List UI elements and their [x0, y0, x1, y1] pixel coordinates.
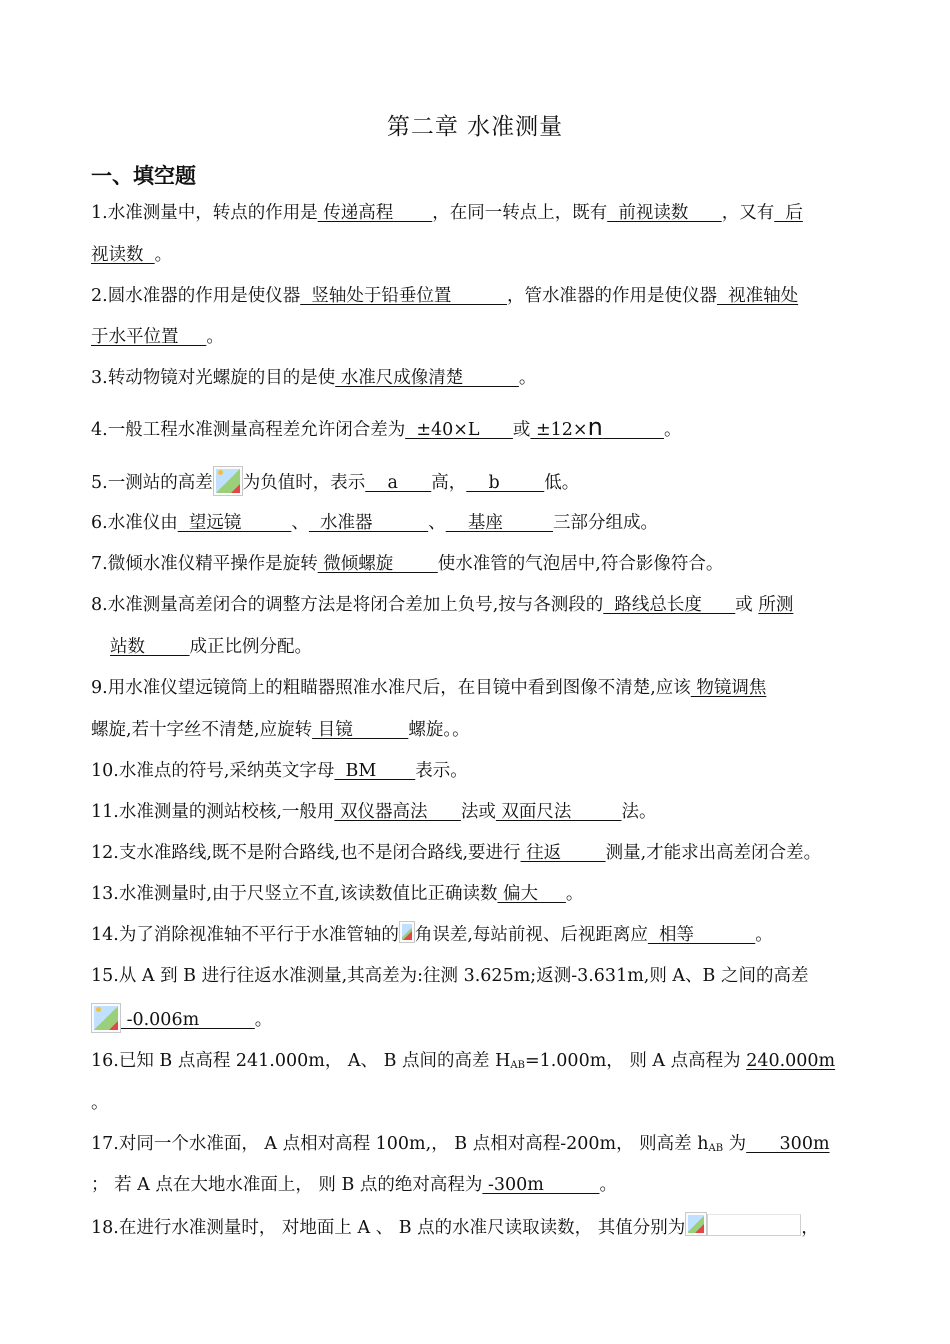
question-9-line-1: 9.用水准仪望远镜筒上的粗瞄器照准水准尺后，在目镜中看到图像不清楚,应该 物镜调焦: [91, 678, 767, 698]
answer-blank: 传递高程: [317, 203, 433, 223]
answer-blank: 双面尺法: [495, 802, 622, 822]
section-heading: 一、填空题: [91, 163, 196, 188]
question-2-line-1: 2.圆水准器的作用是使仪器 竖轴处于铅垂位置 ，管水准器的作用是使仪器 视准轴处: [91, 286, 799, 306]
answer-blank: 视读数: [91, 245, 155, 265]
answer-blank: ±12×n: [530, 413, 603, 441]
answer-blank: 微倾螺旋: [317, 554, 438, 574]
answer-blank: b: [466, 473, 545, 493]
answer-blank: 偏大: [497, 884, 566, 904]
question-2-line-2: 于水平位置 。: [91, 327, 224, 347]
answer-blank: 双仪器高法: [334, 802, 461, 822]
question-17-line-2: ； 若 A 点在大地水准面上， 则 B 点的绝对高程为 -300m 。: [91, 1175, 617, 1195]
question-15-line-1: 15.从 A 到 B 进行往返水准测量,其高差为:往测 3.625m;返测-3.631m,则 A、B 之间的高差: [91, 966, 809, 986]
answer-blank: 于水平位置: [91, 327, 207, 347]
question-7: 7.微倾水准仪精平操作是旋转 微倾螺旋 使水准管的气泡居中,符合影像符合。: [91, 554, 724, 574]
answer-blank: 240.000m: [746, 1051, 836, 1071]
answer-blank: -0.006m: [121, 1010, 255, 1030]
question-16-line-2: 。: [91, 1093, 109, 1113]
question-8-line-1: 8.水准测量高差闭合的调整方法是将闭合差加上负号,按与各测段的 路线总长度 或 所测: [91, 595, 794, 615]
question-13: 13.水准测量时,由于尺竖立不直,该读数值比正确读数 偏大 。: [91, 884, 584, 904]
chapter-title: 第二章 水准测量: [386, 114, 564, 140]
answer-blank: 基座: [445, 513, 553, 533]
question-16-line-1: 16.已知 B 点高程 241.000m， A、 B 点间的高差 $H_{AB}=1.000m$， 则 A 点高程为 240.000m: [91, 1051, 836, 1071]
broken-image-icon: [399, 921, 415, 943]
answer-blank: -300m: [482, 1175, 600, 1195]
question-12: 12.支水准路线,既不是附合路线,也不是闭合路线,要进行 往返 测量,才能求出高差闭合差。: [91, 843, 822, 863]
broken-image-icon: [685, 1212, 707, 1236]
answer-blank: ±40×L: [405, 420, 513, 440]
question-18: 18.在进行水准测量时， 对地面上 A 、 B 点的水准尺读取读数， 其值分别为 ，: [91, 1212, 861, 1242]
answer-blank: 水准尺成像清楚: [335, 368, 519, 388]
answer-blank: 相等: [647, 925, 756, 945]
answer-blank: BM: [334, 761, 416, 781]
answer-blank: 望远镜: [177, 513, 292, 533]
question-10: 10.水准点的符号,采纳英文字母 BM 表示。: [91, 761, 468, 781]
broken-image-icon: [91, 1003, 121, 1033]
answer-blank: 物镜调焦: [690, 678, 767, 698]
broken-image-icon: [213, 466, 243, 496]
answer-blank: 所测: [758, 595, 794, 615]
question-4: 4.一般工程水准测量高程差允许闭合差为 ±40×L 或 ±12×n 。: [91, 413, 682, 441]
answer-blank: 300m: [746, 1134, 830, 1154]
question-17-line-1: 17.对同一个水准面， A 点相对高程 100m,， B 点相对高程-200m， 则高差 $h_{AB}$ 为 300m: [91, 1134, 830, 1154]
image-placeholder-box: [707, 1214, 801, 1236]
answer-blank: 竖轴处于铅垂位置: [300, 286, 507, 306]
question-1-line-2: 视读数 。: [91, 245, 173, 265]
answer-blank: a: [365, 473, 432, 493]
question-14: 14.为了消除视准轴不平行于水准管轴的 角误差,每站前视、后视距离应 相等 。: [91, 920, 861, 950]
question-6: 6.水准仪由 望远镜 、 水准器 、 基座 三部分组成。: [91, 513, 658, 533]
answer-blank: 水准器: [308, 513, 429, 533]
question-5: 5.一测站的高差 为负值时，表示 a 高， b 低。: [91, 466, 861, 496]
answer-blank: 站数: [110, 637, 190, 657]
answer-blank: 视准轴处: [716, 286, 799, 306]
answer-blank: 前视读数: [607, 203, 722, 223]
question-8-line-2: 站数 成正比例分配。: [110, 637, 313, 657]
answer-blank: 路线总长度: [603, 595, 736, 615]
answer-blank: 往返: [520, 843, 606, 863]
question-15-line-2: -0.006m 。: [91, 1003, 861, 1033]
question-1-line-1: 1.水准测量中，转点的作用是 传递高程 ，在同一转点上，既有 前视读数 ，又有 后: [91, 203, 803, 223]
answer-blank: 后: [774, 203, 803, 223]
question-9-line-2: 螺旋,若十字丝不清楚,应旋转 目镜 螺旋。。: [91, 720, 470, 740]
answer-blank: 目镜: [312, 720, 409, 740]
question-3: 3.转动物镜对光螺旋的目的是使 水准尺成像清楚 。: [91, 368, 537, 388]
question-11: 11.水准测量的测站校核,一般用 双仪器高法 法或 双面尺法 法。: [91, 802, 657, 822]
